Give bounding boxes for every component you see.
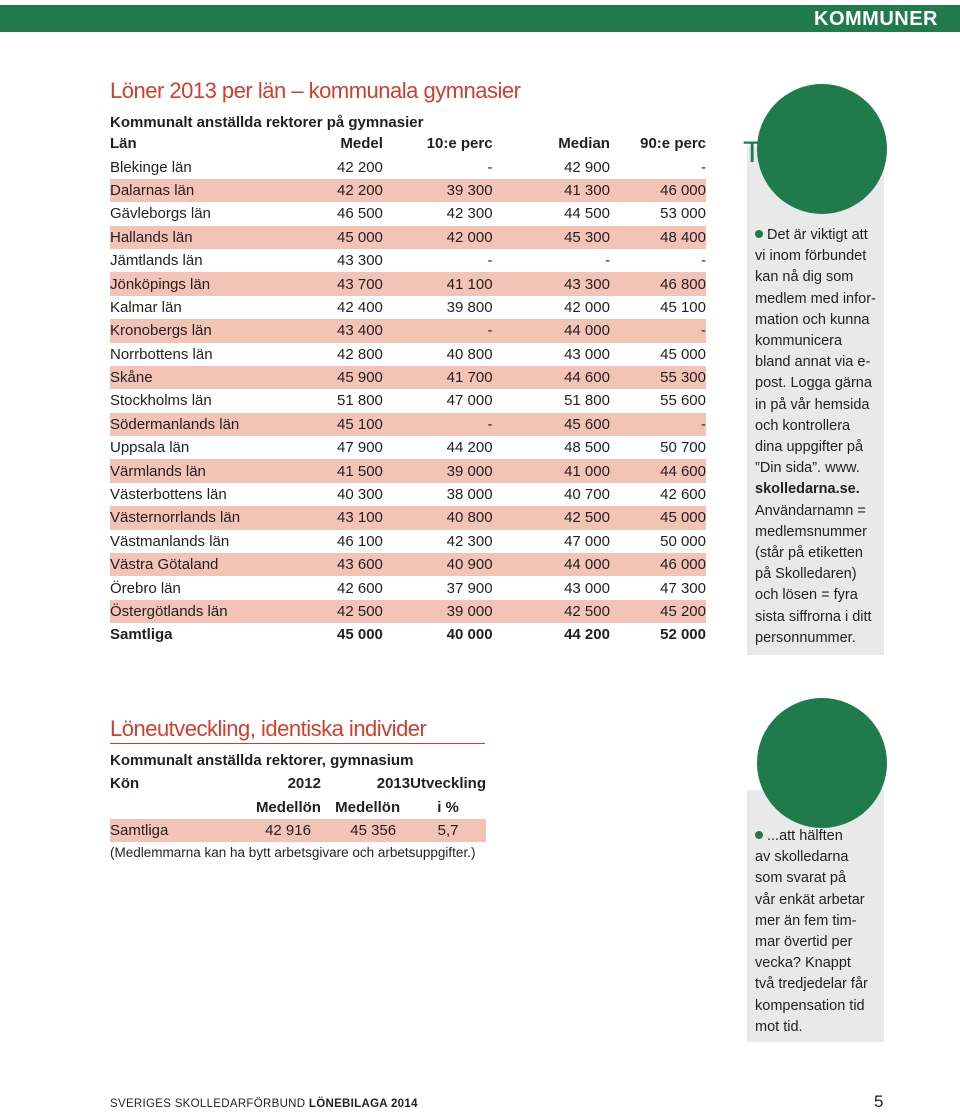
table-row [110, 272, 706, 295]
text-line-content: som svarat på [755, 870, 847, 887]
table-header-row [110, 772, 486, 795]
total-cell: Samtliga [110, 626, 173, 644]
table-row [110, 530, 706, 553]
county-name-cell: Örebro län [110, 579, 181, 597]
county-name-cell: Västerbottens län [110, 486, 227, 504]
text-line-content: Det är viktigt att [767, 227, 868, 243]
table-cell: 42 000 [383, 226, 493, 249]
table-cell: 50 000 [660, 532, 706, 550]
table2-note: (Medlemmarna kan ha bytt arbetsgivare och arbetsuppgifter.) [110, 845, 476, 860]
text-line-content: medlem med infor- [755, 290, 876, 307]
text-line-content: mer än fem tim- [755, 912, 857, 929]
table-cell: 42 200 [261, 179, 383, 202]
table-cell: 47 000 [446, 392, 493, 410]
table-cell: 50 700 [660, 439, 706, 457]
text-line [755, 267, 876, 288]
salary-table-by-county [110, 132, 706, 647]
text-line-content: personnummer. [755, 629, 856, 646]
table-cell: - [610, 413, 706, 436]
table-cell: 47 300 [660, 579, 706, 597]
table-cell: Samtliga [110, 819, 223, 842]
table-row [110, 202, 706, 225]
column-header: Medellön [335, 798, 401, 816]
table-cell: 45 100 [261, 413, 383, 436]
table-cell: - [383, 413, 493, 436]
table2-title: Löneutveckling, identiska individer [110, 716, 427, 741]
text-line [755, 246, 876, 267]
table-cell: 44 600 [610, 459, 706, 482]
text-line [755, 225, 876, 246]
table-row [110, 459, 706, 482]
table-cell: 43 100 [261, 506, 383, 529]
text-line-content: och kontrollera [755, 417, 851, 434]
table-cell: 45 900 [261, 366, 383, 389]
text-line [755, 352, 876, 373]
table-cell: 42 500 [493, 600, 610, 623]
table-cell: 45 000 [610, 506, 706, 529]
text-line-content: dina uppgifter på [755, 439, 864, 456]
total-cell: 44 200 [564, 626, 610, 644]
county-name-cell: Värmlands län [110, 459, 261, 482]
table-cell: 46 500 [337, 205, 383, 223]
table-cell: 43 000 [564, 579, 610, 597]
county-name-cell: Jämtlands län [110, 252, 203, 270]
table-cell: 45 300 [493, 226, 610, 249]
table-cell: 41 100 [383, 272, 493, 295]
table-row [110, 296, 706, 319]
salary-development-table [110, 772, 486, 842]
text-line [755, 847, 868, 868]
table-row [110, 155, 706, 178]
table-cell: 42 200 [337, 158, 383, 176]
text-line [755, 607, 876, 628]
table-cell: 39 300 [383, 179, 493, 202]
table-cell: 41 500 [261, 459, 383, 482]
total-cell: 45 000 [337, 626, 383, 644]
table-cell: 43 700 [261, 272, 383, 295]
text-line-content: ...att hälften [767, 828, 843, 844]
tank-pa-heading: TÄNK PÅ... [743, 136, 887, 169]
column-header: Medel [340, 135, 383, 153]
table-cell: 42 916 [223, 819, 321, 842]
county-name-cell: Skåne [110, 366, 261, 389]
text-line-content: ”Din sida”. www. [755, 460, 860, 477]
table-header-row [110, 795, 486, 818]
table-cell: 40 700 [564, 486, 610, 504]
table-total-row [110, 623, 706, 646]
section-header-bar [0, 5, 960, 32]
table-row [110, 483, 706, 506]
table-row [110, 179, 706, 202]
column-header: Median [558, 135, 610, 153]
text-line [755, 458, 876, 479]
text-line [755, 974, 868, 995]
table-cell: 44 200 [446, 439, 493, 457]
table-cell: 53 000 [660, 205, 706, 223]
text-line-content: sista siffrorna i ditt [755, 608, 872, 625]
table-cell: - [487, 158, 493, 176]
county-name-cell: Stockholms län [110, 392, 212, 410]
table-cell: 43 600 [261, 553, 383, 576]
text-line [755, 868, 868, 889]
text-line [755, 932, 868, 953]
column-header [110, 795, 223, 818]
table-cell: 39 800 [446, 298, 493, 316]
text-line [755, 911, 868, 932]
table-cell: 45 356 [321, 819, 410, 842]
text-line-content: mot tid. [755, 1018, 803, 1035]
table-row [110, 366, 706, 389]
table-cell: 42 600 [660, 486, 706, 504]
title-underline [110, 743, 485, 744]
column-header: Medellön [255, 798, 321, 816]
table-cell: 45 600 [493, 413, 610, 436]
text-line-content: av skolledarna [755, 849, 849, 866]
footer-publisher: SVERIGES SKOLLEDARFÖRBUND [110, 1098, 306, 1110]
tank-pa-text [755, 225, 876, 649]
table-cell: - [701, 252, 706, 270]
table1-subtitle: Kommunalt anställda rektorer på gymnasier [110, 114, 424, 131]
county-name-cell: Kronobergs län [110, 319, 261, 342]
text-line [755, 310, 876, 331]
text-line [755, 373, 876, 394]
text-line-content: (står på etiketten [755, 545, 863, 562]
text-line [755, 522, 876, 543]
county-name-cell: Uppsala län [110, 439, 190, 457]
text-line [755, 564, 876, 585]
table-cell: 42 800 [337, 345, 383, 363]
table-row [110, 343, 706, 366]
bullet-icon [755, 831, 763, 839]
table-cell: 47 000 [564, 532, 610, 550]
table-cell: 42 000 [564, 298, 610, 316]
table-cell: 43 000 [564, 345, 610, 363]
county-name-cell: Hallands län [110, 226, 261, 249]
table-cell: 42 400 [337, 298, 383, 316]
column-header: Län [110, 135, 137, 153]
table-cell: 44 500 [564, 205, 610, 223]
text-line [755, 289, 876, 310]
table2-subtitle: Kommunalt anställda rektorer, gymnasium [110, 752, 414, 769]
text-line-content: bland annat via e- [755, 354, 871, 371]
table-cell: 48 500 [564, 439, 610, 457]
text-line [755, 395, 876, 416]
text-line [755, 331, 876, 352]
table-row [110, 389, 706, 412]
text-line [755, 543, 876, 564]
table-cell: 46 000 [610, 553, 706, 576]
text-line-content: på Skolledaren) [755, 566, 857, 583]
table-cell: 44 000 [493, 319, 610, 342]
column-header: i % [437, 798, 459, 816]
table-cell: 47 900 [337, 439, 383, 457]
text-line-content: skolledarna.se. [755, 481, 860, 498]
column-header: 10:e perc [426, 135, 493, 153]
total-cell: 40 000 [446, 626, 493, 644]
table-row [110, 553, 706, 576]
table-cell: 42 900 [564, 158, 610, 176]
table-cell: 38 000 [446, 486, 493, 504]
table-cell: 42 300 [446, 205, 493, 223]
text-line [755, 826, 868, 847]
column-header: Utveckling [410, 775, 486, 793]
text-line [755, 501, 876, 522]
text-line [755, 437, 876, 458]
table-row [110, 436, 706, 459]
county-name-cell: Blekinge län [110, 158, 192, 176]
table-cell: 40 800 [446, 345, 493, 363]
table-cell: 41 700 [383, 366, 493, 389]
text-line [755, 479, 876, 500]
column-header: 2013 [376, 775, 411, 793]
text-line-content: vi inom förbundet [755, 248, 867, 265]
table-cell: 51 800 [564, 392, 610, 410]
county-name-cell: Jönköpings län [110, 272, 261, 295]
footer-publication [110, 1098, 418, 1110]
table-header-row [110, 132, 706, 155]
county-name-cell: Kalmar län [110, 298, 182, 316]
text-line-content: in på vår hemsida [755, 396, 870, 413]
table-row [110, 319, 706, 342]
table-cell: 42 500 [261, 600, 383, 623]
text-line-content: kompensation tid [755, 997, 865, 1014]
county-name-cell: Södermanlands län [110, 413, 261, 436]
column-header: 2012 [287, 775, 321, 793]
table-cell: - [610, 319, 706, 342]
text-line [755, 585, 876, 606]
text-line [755, 1017, 868, 1038]
table-row [110, 226, 706, 249]
table-cell: 5,7 [410, 819, 486, 842]
table-cell: - [701, 158, 706, 176]
text-line-content: vår enkät arbetar [755, 891, 865, 908]
table-cell: 45 200 [610, 600, 706, 623]
table-cell: 42 600 [337, 579, 383, 597]
table-cell: 40 800 [383, 506, 493, 529]
table-cell: 40 900 [383, 553, 493, 576]
text-line-content: medlemsnummer [755, 523, 867, 540]
visste-du-heading [757, 722, 887, 782]
table-row [110, 249, 706, 272]
table-row [110, 413, 706, 436]
table-row [110, 819, 486, 842]
footer-publication-title: LÖNEBILAGA 2014 [308, 1098, 418, 1110]
text-line [755, 416, 876, 437]
county-name-cell: Östergötlands län [110, 600, 261, 623]
table-cell: 40 300 [337, 486, 383, 504]
table-cell: 43 300 [493, 272, 610, 295]
table-cell: 39 000 [383, 459, 493, 482]
visste-du-text [755, 826, 868, 1038]
table-cell: 45 100 [660, 298, 706, 316]
table-cell: - [383, 319, 493, 342]
text-line [755, 890, 868, 911]
table-cell: 48 400 [610, 226, 706, 249]
text-line [755, 628, 876, 649]
county-name-cell: Dalarnas län [110, 179, 261, 202]
text-line-content: två tredjedelar får [755, 976, 868, 993]
text-line-content: vecka? Knappt [755, 955, 851, 972]
table-cell: 46 100 [337, 532, 383, 550]
table1-title: Löner 2013 per län – kommunala gymnasier [110, 78, 521, 103]
column-header: Kön [110, 775, 140, 793]
table-cell: 37 900 [446, 579, 493, 597]
page-number: 5 [874, 1092, 884, 1111]
table-cell: 51 800 [337, 392, 383, 410]
table-cell: 43 400 [261, 319, 383, 342]
county-name-cell: Västmanlands län [110, 532, 230, 550]
text-line-content: kan nå dig som [755, 269, 854, 286]
table-cell: 41 000 [493, 459, 610, 482]
total-cell: 52 000 [660, 626, 706, 644]
text-line-content: mation och kunna [755, 311, 870, 328]
visste-du-heading-line2: DU... [790, 750, 854, 783]
table-cell: 42 500 [493, 506, 610, 529]
text-line-content: post. Logga gärna [755, 375, 872, 392]
table-cell: 55 300 [610, 366, 706, 389]
table-row [110, 506, 706, 529]
table-cell: 43 300 [337, 252, 383, 270]
county-name-cell: Västra Götaland [110, 553, 261, 576]
county-name-cell: Västernorrlands län [110, 506, 261, 529]
text-line [755, 953, 868, 974]
table-row [110, 576, 706, 599]
table-cell: 55 600 [660, 392, 706, 410]
table-cell: 42 300 [446, 532, 493, 550]
visste-du-heading-line1: VISSTE [771, 720, 873, 753]
table-cell: 41 300 [493, 179, 610, 202]
table-cell: 45 000 [261, 226, 383, 249]
text-line-content: och lösen = fyra [755, 587, 858, 604]
table-cell: 44 600 [493, 366, 610, 389]
text-line [755, 996, 868, 1017]
section-label: KOMMUNER [814, 8, 938, 30]
table-cell: 46 000 [610, 179, 706, 202]
table-cell: 45 000 [660, 345, 706, 363]
table-row [110, 600, 706, 623]
bullet-icon [755, 230, 763, 238]
table-cell: - [604, 252, 610, 270]
county-name-cell: Norrbottens län [110, 345, 213, 363]
table-cell: - [487, 252, 493, 270]
table-cell: 46 800 [610, 272, 706, 295]
text-line-content: mar övertid per [755, 934, 853, 951]
table-cell: 39 000 [383, 600, 493, 623]
text-line-content: kommunicera [755, 333, 843, 350]
text-line-content: Användarnamn = [755, 502, 866, 519]
table-cell: 44 000 [493, 553, 610, 576]
column-header: 90:e perc [640, 135, 706, 153]
county-name-cell: Gävleborgs län [110, 205, 211, 223]
